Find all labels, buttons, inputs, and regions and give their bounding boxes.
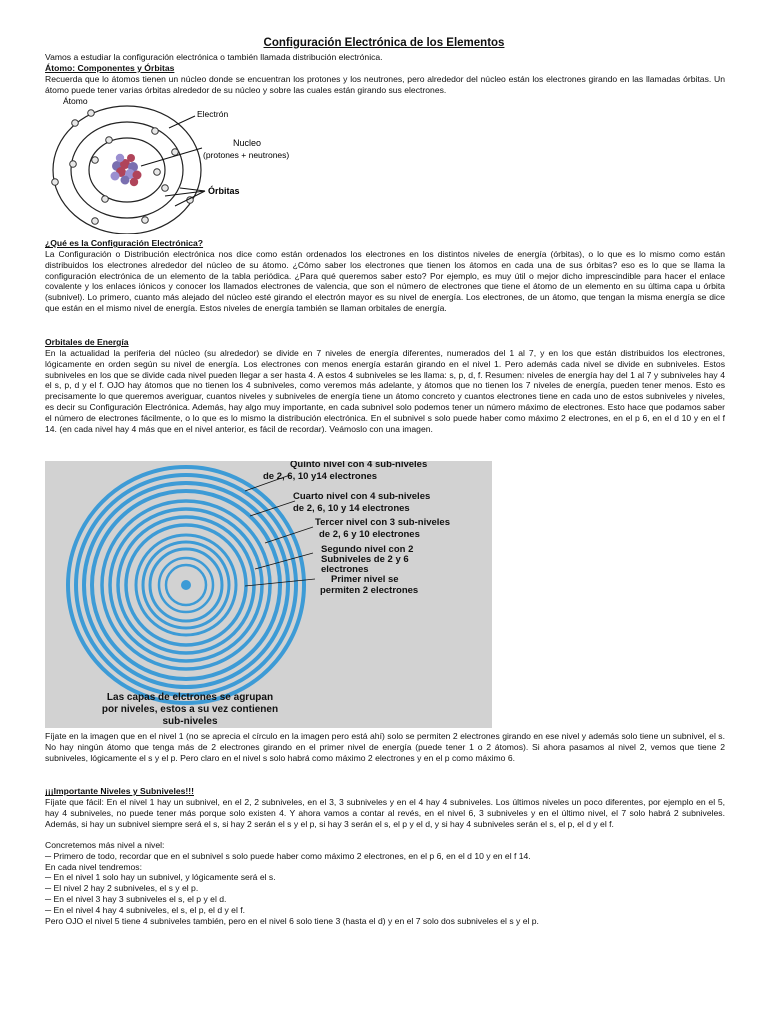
- level4-label-1: Cuarto nivel con 4 sub-niveles: [293, 491, 431, 502]
- figure-caption-1: Las capas de elctrones se agrupan: [106, 692, 274, 703]
- orbitales-paragraph: En la actualidad la periferia del núcleo (su alrededor) se divide en 7 niveles de energía diferentes, numerados del 1 al 7, y en los que están distribuidos los electrones, lógicamente en orden según su nivel de energía. Los electrones con menos energía estarán girando en el nivel 1. Pero además cada nivel se divide en subniveles. Estos subniveles en los que se divide cada nivel pueden llegar a ser hasta 4. A estos 4 subniveles se les llama: s, p, d, f. Resumen: niveles de energía hay del 1 al 7 y subniveles hay 4 el s, p, d y el f. OJO hay átomos que no tienen los 4 subniveles, como veremos más adelante, y átomos que no tienen los 7 niveles de energía, pueden tener menos. Esto es precisamente lo que queremos averiguar, cuantos niveles y subniveles de energía tiene un átomo concreto y cuantos electrones tiene en cada uno de estos subniveles y niveles, es decir su Configuración Electrónica. Además, hay algo muy importante, en cada subnivel solo podemos tener un número máximo de electrones. Esto hace que podamos saber el número de electrones fácilmente, o lo que es lo mismo la distribución electrónica. En el subnivel s solo puede haber como máximo 2 electrones, en el p 6, en el d 10 y en el f 14. (en cada nivel hay 4 más que en el nivel anterior, es fácil de recordar). Veámoslo con una imagen.: [45, 348, 725, 434]
- importante-heading: ¡¡¡Importante Niveles y Subniveles!!!: [45, 786, 194, 796]
- figure-caption-2: por niveles, estos a su vez contienen: [101, 704, 279, 715]
- level2-label-1: Segundo nivel con 2: [321, 544, 414, 555]
- level3-label-1: Tercer nivel con 3 sub-niveles: [315, 517, 450, 528]
- level1-label-2: permiten 2 electrones: [320, 585, 419, 596]
- list-item: ─ En el nivel 3 hay 3 subniveles el s, el p y el d.: [45, 893, 227, 904]
- electron-label: Electrón: [197, 109, 229, 119]
- nucleus-label: Nucleo: [233, 138, 262, 148]
- nivel1-paragraph: Fíjate en la imagen que en el nivel 1 (no se aprecia el círculo en la imagen pero está ahí) solo se permiten 2 electrones girando en ese nivel y además solo tiene un subnivel, el s. No hay ningún átomo que tenga más de 2 electrones girando en el primer nivel de energía (puede tener 1 o 2 átomos). Si ahora pasamos al nivel 2, vemos que tiene 2 subniveles, lógicamente el s y el p. Pero claro en el nivel s solo habrá como máximo 2 electrones y en el p como máximo 6.: [45, 731, 725, 763]
- level5-label-2: de 2, 6, 10 y14 electrones: [263, 471, 378, 482]
- atom-paragraph: Recuerda que lo átomos tienen un núcleo donde se encuentran los protones y los neutrones, pero alrededor del núcleo están los electrones girando en las llamadas órbitas. Un átomo puede tener varias órbitas alrededor de su núcleo y sobre las cuales están girando sus electrones.: [45, 74, 725, 95]
- intro-paragraph: Vamos a estudiar la configuración electrónica o también llamada distribución electrónica.: [45, 52, 383, 62]
- nucleus-sublabel: (protones + neutrones): [203, 150, 290, 160]
- atom-heading: Átomo: Componentes y Órbitas: [45, 63, 175, 73]
- orbitales-heading: Orbitales de Energía: [45, 337, 129, 347]
- atom-label: Átomo: [63, 96, 88, 106]
- level3-label-2: de 2, 6 y 10 electrones: [319, 529, 420, 540]
- level2-label-2: Subniveles de 2 y 6: [321, 554, 409, 565]
- energy-levels-figure: [45, 461, 492, 728]
- nucleus-dot: [181, 580, 191, 590]
- list-item: Pero OJO el nivel 5 tiene 4 subniveles también, pero en el nivel 6 solo tiene 3 (hasta el d) y en el 7 solo dos subniveles el s y el p.: [45, 915, 539, 926]
- list-item: Concretemos más nivel a nivel:: [45, 840, 165, 850]
- level-list: [45, 840, 725, 926]
- atom-diagram: [45, 96, 345, 234]
- nucleus: [111, 154, 142, 186]
- config-heading: ¿Qué es la Configuración Electrónica?: [45, 238, 204, 248]
- page-title: Configuración Electrónica de los Elementos: [263, 37, 505, 49]
- list-item: ─ Primero de todo, recordar que en el subnivel s solo puede haber como máximo 2 electrones, en el p 6, en el d 10 y en el f 14.: [45, 850, 531, 861]
- importante-paragraph: Fíjate que fácil: En el nivel 1 hay un subnivel, en el 2, 2 subniveles, en el 3, 3 subniveles y en el 4 hay 4 subniveles. Los últimos niveles un poco diferentes, por ejemplo en el 5, hay 4 subniveles, no puede tener más porque solo existen 4. Y ahora vamos a contar al revés, en el nivel 6, 3 subniveles y en el último nivel, el 7 solo habrá 2 subniveles. Además, si hay un subnivel siempre será el s, si hay 2 serán el s y el p, si hay 3 serán el s, el p y el d, y si hay 4 subniveles serán el s, el p, el d y el f.: [45, 797, 725, 829]
- list-item: ─ En el nivel 4 hay 4 subniveles, el s, el p, el d y el f.: [45, 904, 246, 915]
- list-item: ─ En el nivel 1 solo hay un subnivel, y lógicamente será el s.: [45, 872, 276, 883]
- level2-label-3: electrones: [321, 564, 369, 575]
- level5-label-1: Quinto nivel con 4 sub-niveles: [290, 461, 428, 470]
- level1-label-1: Primer nivel se: [331, 574, 399, 585]
- list-item: ─ El nivel 2 hay 2 subniveles, el s y el p.: [45, 883, 199, 894]
- orbits-label: Órbitas: [208, 186, 240, 196]
- config-paragraph: La Configuración o Distribución electrónica nos dice como están ordenados los electrones en los distintos niveles de energía (órbitas), o lo que es lo mismo como están distribuidos los electrones alrededor del núcleo de su átomo. ¿Cómo saber los electrones que tienen los átomos en cada una de sus órbitas? eso es lo que se llama la configuración electrónica de un elemento de la tabla periódica. ¿Para qué queremos saber esto? Por ejemplo, es muy útil o mejor dicho imprescindible para hacer el enlace covalente y los enlaces iónicos y conocer los llamados electrones de valencia, que son el número de electrones que tiene el átomo de un elemento en su última capa u órbita (subnivel). Lo primero, cuanto más alejado del núcleo esté girando el electrón mayor es su nivel de energía. Los electrones, de un átomo, que tengan la misma energía se dice que están en el mismo nivel de energía. Estos niveles de energía también se llaman orbitales de energía.: [45, 249, 725, 313]
- level4-label-2: de 2, 6, 10 y 14 electrones: [293, 503, 410, 514]
- figure-caption-3: sub-niveles: [162, 716, 218, 727]
- list-item: En cada nivel tendremos:: [45, 861, 142, 872]
